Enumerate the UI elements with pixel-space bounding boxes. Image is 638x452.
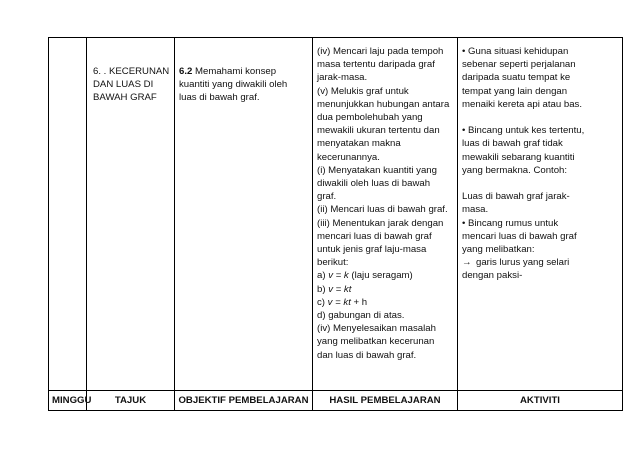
hasil-line: mewakili ukuran tertentu dan [317, 125, 440, 137]
objektif-code: 6.2 [179, 66, 193, 77]
hasil-line: dan luas di bawah graf. [317, 349, 417, 361]
aktiviti-line: • Bincang rumus untuk [462, 217, 559, 229]
aktiviti-line: sebenar seperti perjalanan [462, 59, 576, 71]
lesson-plan-table [48, 37, 623, 411]
objektif-line: luas di bawah graf. [179, 92, 260, 104]
content-row [49, 38, 623, 391]
hasil-line: (iv) Menyelesaikan masalah [317, 323, 436, 335]
header-tajuk: TAJUK [87, 391, 175, 411]
spacer [462, 177, 619, 190]
formula-line [317, 296, 454, 309]
aktiviti-arrow-text: garis lurus yang selari [476, 257, 570, 269]
tajuk-line: BAWAH GRAF [93, 92, 157, 104]
formula-expr: v = kt [328, 283, 352, 295]
header-hasil: HASIL PEMBELAJARAN [313, 391, 458, 411]
tajuk-line: 6. . KECERUNAN [93, 66, 170, 77]
hasil-line: (ii) Mencari luas di bawah graf. [317, 204, 448, 216]
aktiviti-arrow-line [462, 256, 619, 269]
hasil-line: dua pembolehubah yang [317, 112, 423, 124]
hasil-line: mencari luas di bawah graf [317, 230, 432, 242]
hasil-line: yang melibatkan kecerunan [317, 336, 435, 348]
objektif-first-text: Memahami konsep [192, 66, 277, 77]
aktiviti-line: yang melibatkan: [462, 244, 535, 256]
hasil-line: d) gabungan di atas. [317, 310, 405, 322]
tajuk-cell [87, 38, 175, 391]
hasil-line: masa tertentu daripada graf [317, 59, 435, 71]
hasil-line: diwakili oleh luas di bawah [317, 178, 431, 190]
header-objektif: OBJEKTIF PEMBELAJARAN [175, 391, 313, 411]
formula-line [317, 269, 454, 282]
aktiviti-line: tempat yang lain dengan [462, 85, 568, 97]
objektif-first-line [179, 65, 308, 78]
aktiviti-line: dengan paksi- [462, 270, 523, 282]
hasil-line: berikut: [317, 257, 349, 269]
aktiviti-line: menaiki kereta api atau bas. [462, 98, 582, 110]
formula-expr: v = kt [327, 296, 351, 308]
formula-prefix: b) [317, 283, 329, 295]
hasil-line: (i) Menyatakan kuantiti yang [317, 164, 437, 176]
spacer [462, 111, 619, 124]
hasil-line: (iv) Mencari laju pada tempoh [317, 46, 444, 57]
minggu-cell [49, 38, 87, 391]
aktiviti-cell [458, 38, 623, 391]
formula-prefix: a) [317, 270, 329, 282]
formula-expr: v = k [328, 270, 349, 282]
aktiviti-line: mewakili sebarang kuantiti [462, 151, 575, 163]
hasil-line: untuk jenis graf laju-masa [317, 244, 427, 256]
hasil-line: kecerunannya. [317, 151, 380, 163]
objektif-cell [175, 38, 313, 391]
formula-prefix: c) [317, 296, 328, 308]
header-aktiviti: AKTIVITI [458, 391, 623, 411]
hasil-line: graf. [317, 191, 337, 203]
hasil-line: (v) Melukis graf untuk [317, 85, 409, 97]
aktiviti-line: • Guna situasi kehidupan [462, 46, 569, 57]
aktiviti-line: luas di bawah graf tidak [462, 138, 563, 150]
objektif-line: kuantiti yang diwakili oleh [179, 79, 288, 91]
aktiviti-line: masa. [462, 204, 489, 216]
aktiviti-line: yang bermakna. Contoh: [462, 164, 568, 176]
arrow-icon: → [462, 257, 472, 269]
header-minggu: MINGGU [49, 391, 87, 411]
hasil-line: jarak-masa. [317, 72, 368, 84]
aktiviti-line: daripada suatu tempat ke [462, 72, 571, 84]
formula-suffix: (laju seragam) [348, 270, 413, 282]
tajuk-line: DAN LUAS DI [93, 79, 154, 91]
aktiviti-line: Luas di bawah graf jarak- [462, 191, 570, 203]
formula-suffix: + h [350, 296, 368, 308]
hasil-line: menyatakan makna [317, 138, 401, 150]
aktiviti-line: mencari luas di bawah graf [462, 230, 577, 242]
hasil-line: menunjukkan hubungan antara [317, 98, 450, 110]
hasil-cell [313, 38, 458, 391]
formula-line [317, 283, 454, 296]
header-row [49, 391, 623, 411]
aktiviti-line: • Bincang untuk kes tertentu, [462, 125, 585, 137]
hasil-line: (iii) Menentukan jarak dengan [317, 217, 444, 229]
